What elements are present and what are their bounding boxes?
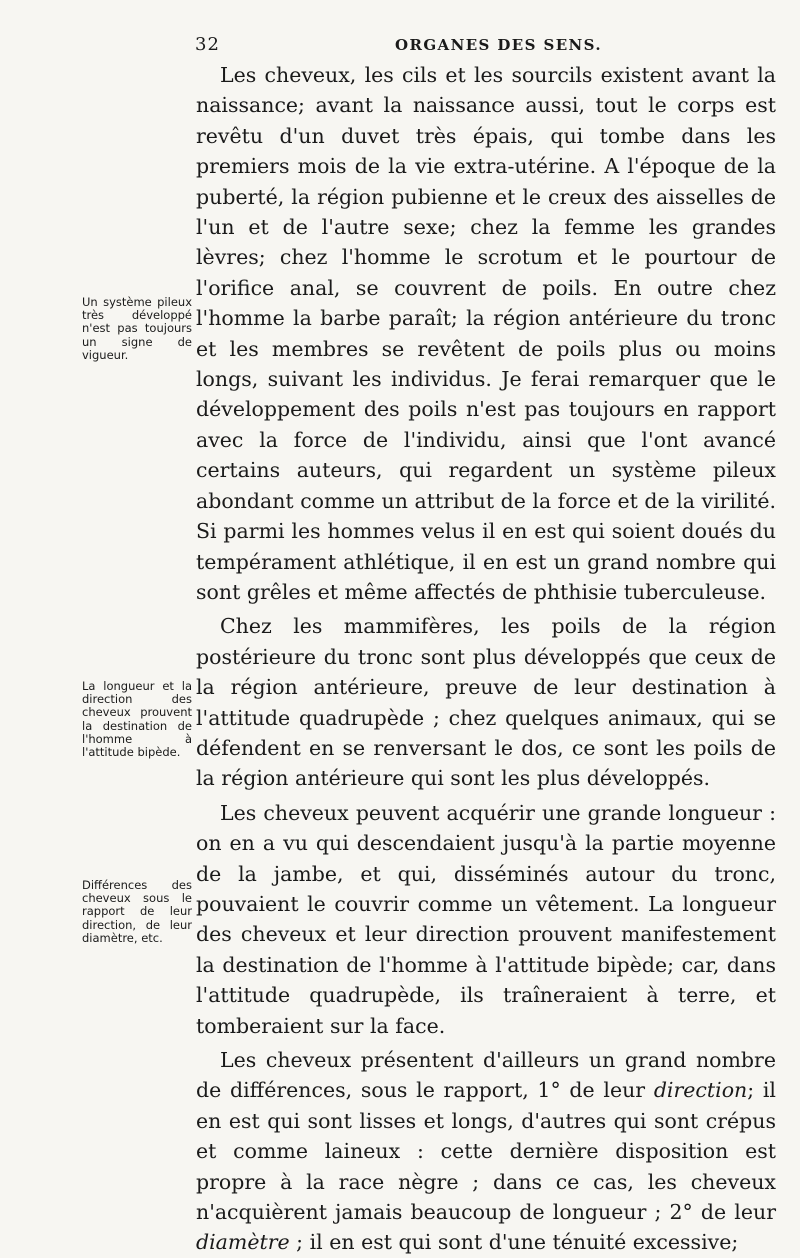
- page-number: 32: [195, 34, 220, 55]
- margin-note-differences: Différences des cheveux sous le rapport de leur direction, de leur diamètre, etc.: [82, 878, 192, 945]
- paragraph-text-part: ; il en est qui sont lisses et longs, d'autres qui sont crépus et comme laineux : cette dernière disposition est propre à la race nègre ; dans ce cas, les cheveux n'acquièrent jamais beaucoup de longueur ; 2° de leur: [196, 1078, 776, 1225]
- paragraph-text-part: ; il en est qui sont d'une ténuité excessive;: [289, 1230, 739, 1255]
- paragraph-longueur-cheveux: Les cheveux peuvent acquérir une grande longueur : on en a vu qui descendaient jusqu'à la partie moyenne de la jambe, et qui, disséminés autour du tronc, pouvaient le couvrir comme un vêtement. La longueur des cheveux et leur direction prouvent manifestement la destination de l'homme à l'attitude bipède; car, dans l'attitude quadrupède, ils traîneraient à terre, et tomberaient sur la face.: [196, 800, 776, 1038]
- italic-diametre: diamètre: [196, 1230, 290, 1255]
- body-text: [196, 60, 776, 1258]
- paragraph-mammiferes: Chez les mammifères, les poils de la région postérieure du tronc sont plus développés que ceux de la région antérieure, preuve de leur destination à l'attitude quadrupède ; chez quelques animaux, qui se défendent en se renversant le dos, ce sont les poils de la région antérieure qui sont les plus développés.: [196, 614, 776, 791]
- paragraph-differences-cheveux: [196, 1045, 776, 1258]
- running-title: ORGANES DES SENS.: [395, 36, 602, 54]
- paragraph-text-part: Les cheveux présentent d'ailleurs un grand nombre de différences, sous le rapport, 1° de leur: [196, 1048, 776, 1103]
- italic-direction: direction: [653, 1078, 748, 1103]
- margin-note-longueur: La longueur et la direction des cheveux prouvent la destination de l'homme à l'attitude bipède.: [82, 679, 192, 760]
- margin-note-vigueur: Un système pileux très développé n'est pas toujours un signe de vigueur.: [82, 295, 192, 362]
- paragraph-poils-naissance: Les cheveux, les cils et les sourcils existent avant la naissance; avant la naissance aussi, tout le corps est revêtu d'un duvet très épais, qui tombe dans les premiers mois de la vie extra-utérine. A l'époque de la puberté, la région pubienne et le creux des aisselles de l'un et de l'autre sexe; chez la femme les grandes lèvres; chez l'homme le scrotum et le pourtour de l'orifice anal, se couvrent de poils. En outre chez l'homme la barbe paraît; la région antérieure du tronc et les membres se revêtent de poils plus ou moins longs, suivant les individus. Je ferai remarquer que le développement des poils n'est pas toujours en rapport avec la force de l'individu, ainsi que l'ont avancé certains auteurs, qui regardent un système pileux abondant comme un attribut de la force et de la virilité. Si parmi les hommes velus il en est qui soient doués du tempérament athlétique, il en est un grand nombre qui sont grêles et même affectés de phthisie tuberculeuse.: [196, 63, 776, 604]
